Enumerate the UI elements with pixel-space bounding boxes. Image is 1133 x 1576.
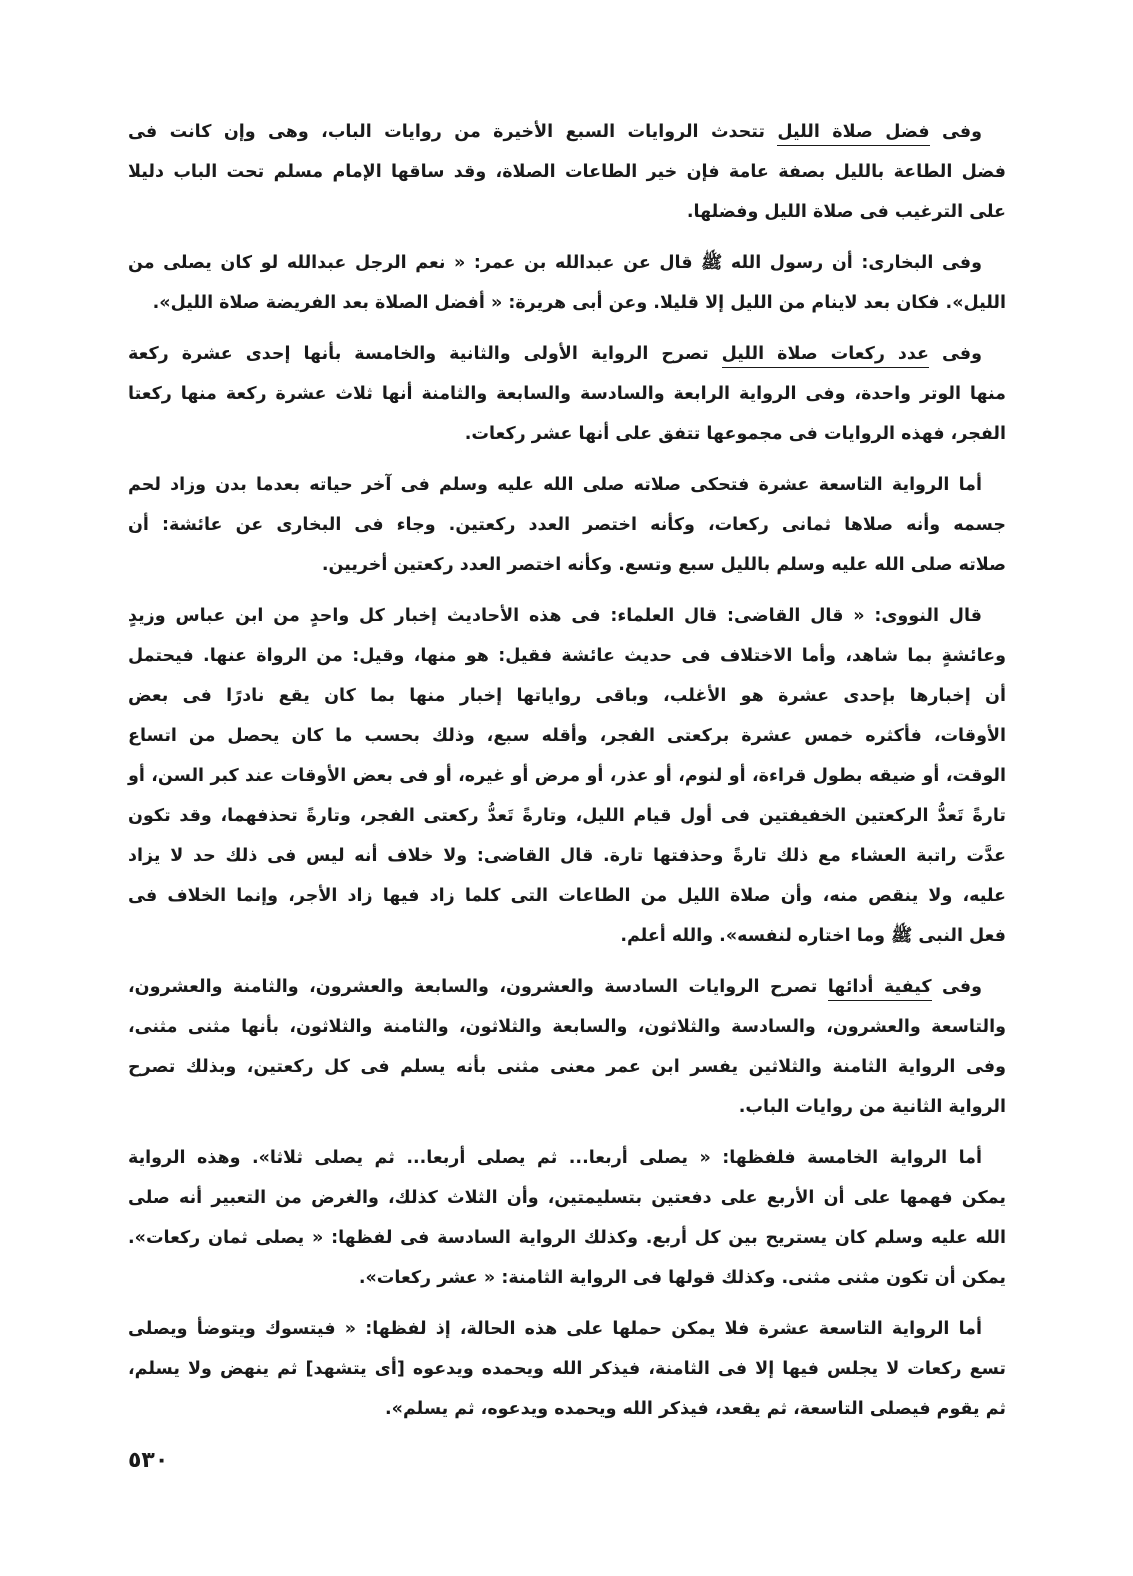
text-line: على الترغيب فى صلاة الليل وفضلها. (686, 202, 1006, 222)
text-line: فضل الطاعة بالليل بصفة عامة فإن خير الطاعات الصلاة، وقد ساقها الإمام مسلم تحت الباب دليلا (128, 162, 1006, 182)
text-line: يمكن أن تكون مثنى مثنى. وكذلك قولها فى الرواية الثامنة: « عشر ركعات». (358, 1268, 1006, 1288)
text-line: ثم يقوم فيصلى التاسعة، ثم يقعد، فيذكر الله ويحمده ويدعوه، ثم يسلم». (385, 1399, 1006, 1419)
text-line: الله عليه وسلم كان يستريح بين كل أربع. وكذلك الرواية السادسة فى لفظها: « يصلى ثمان ركعات». (128, 1228, 1006, 1248)
paragraph (128, 1138, 1006, 1298)
text-line: والتاسعة والعشرون، والسادسة والثلاثون، والسابعة والثلاثون، والثامنة والثلاثون، بأنها مثنى مثنى، (128, 1017, 1006, 1037)
text-line: تارةً تَعدُّ الركعتين الخفيفتين فى أول قيام الليل، وتارةً تَعدُّ ركعتى الفجر، وتارةً تحذفهما، وقد تكون (128, 806, 1006, 826)
text-line: فعل النبى ﷺ وما اختاره لنفسه». والله أعلم. (620, 926, 1006, 946)
text-line: وعائشةٍ بما شاهد، وأما الاختلاف فى حديث عائشة فقيل: هو منها، وقيل: من الرواة عنها. فيحتمل (128, 646, 1006, 666)
text-line: أما الرواية التاسعة عشرة فلا يمكن حملها على هذه الحالة، إذ لفظها: « فيتسوك ويتوضأ ويصلى (128, 1319, 982, 1339)
text-line: وفى البخارى: أن رسول الله ﷺ قال عن عبدالله بن عمر: « نعم الرجل عبدالله لو كان يصلى من (128, 253, 982, 273)
text-line: وفى الرواية الثامنة والثلاثين يفسر ابن عمر معنى مثنى بأنه يسلم فى كل ركعتين، وبذلك تصرح (128, 1057, 1006, 1077)
text-segment: وفى (928, 344, 982, 364)
underlined-heading: عدد ركعات صلاة الليل (722, 344, 929, 368)
page-body (128, 112, 1006, 1440)
text-segment: تصرح الرواية الأولى والثانية والخامسة بأنها إحدى عشرة ركعة (128, 344, 722, 364)
text-line (128, 334, 1006, 374)
paragraph (128, 1309, 1006, 1429)
paragraph (128, 112, 1006, 232)
text-line: صلاته صلى الله عليه وسلم بالليل سبع وتسع. وكأنه اختصر العدد ركعتين أخريين. (321, 555, 1006, 575)
text-line: عدَّت راتبة العشاء مع ذلك تارةً وحذفتها تارة. قال القاضى: ولا خلاف أنه ليس فى ذلك حد لا يزاد (128, 846, 1006, 866)
text-line: أما الرواية التاسعة عشرة فتحكى صلاته صلى الله عليه وسلم فى آخر حياته بعدما بدن وزاد لحم (128, 475, 982, 495)
paragraph (128, 243, 1006, 323)
text-line: أن إخبارها بإحدى عشرة هو الأغلب، وباقى رواياتها إخبار منها بما كان يقع نادرًا فى بعض (128, 686, 1006, 706)
text-line (128, 967, 1006, 1007)
page-number: ٥٣٠ (128, 1448, 169, 1473)
text-line: يمكن فهمها على أن الأربع على دفعتين بتسليمتين، وأن الثلاث كذلك، والغرض من التعبير أنه صلى (128, 1188, 1006, 1208)
text-line: الليل». فكان بعد لاينام من الليل إلا قليلا. وعن أبى هريرة: « أفضل الصلاة بعد الفريضة صلاة الليل». (152, 293, 1006, 313)
text-line: الوقت، أو ضيقه بطول قراءة، أو لنوم، أو عذر، أو مرض أو غيره، أو فى بعض الأوقات عند كبر السن، أو (128, 766, 1006, 786)
text-line: الأوقات، فأكثره خمس عشرة بركعتى الفجر، وأقله سبع، وذلك بحسب ما كان يحصل من اتساع (128, 726, 1006, 746)
text-line: تسع ركعات لا يجلس فيها إلا فى الثامنة، فيذكر الله ويحمده ويدعوه [أى يتشهد] ثم ينهض ولا يسلم، (128, 1359, 1006, 1379)
text-line: جسمه وأنه صلاها ثمانى ركعات، وكأنه اختصر العدد ركعتين. وجاء فى البخارى عن عائشة: أن (128, 515, 1006, 535)
underlined-heading: فضل صلاة الليل (777, 122, 929, 146)
text-line: الرواية الثانية من روايات الباب. (738, 1097, 1006, 1117)
text-segment: وفى (931, 977, 983, 997)
text-line (128, 112, 1006, 152)
paragraph (128, 967, 1006, 1127)
paragraph (128, 596, 1006, 956)
text-line: منها الوتر واحدة، وفى الرواية الرابعة والسادسة والسابعة والثامنة أنها ثلاث عشرة ركعة منها ركعتا (128, 384, 1006, 404)
text-line: أما الرواية الخامسة فلفظها: « يصلى أربعا... ثم يصلى أربعا... ثم يصلى ثلاثا». وهذه الرواية (128, 1148, 982, 1168)
paragraph (128, 334, 1006, 454)
text-line: قال النووى: « قال القاضى: قال العلماء: فى هذه الأحاديث إخبار كل واحدٍ من ابن عباس وزيدٍ (128, 606, 982, 626)
text-line: الفجر، فهذه الروايات فى مجموعها تتفق على أنها عشر ركعات. (464, 424, 1006, 444)
text-segment: وفى (929, 122, 982, 142)
text-segment: تصرح الروايات السادسة والعشرون، والسابعة والعشرون، والثامنة والعشرون، (128, 977, 828, 997)
underlined-heading: كيفية أدائها (828, 977, 932, 1001)
text-segment: تتحدث الروايات السبع الأخيرة من روايات الباب، وهى وإن كانت فى (128, 122, 778, 142)
text-line: عليه، ولا ينقص منه، وأن صلاة الليل من الطاعات التى كلما زاد فيها زاد الأجر، وإنما الخلاف فى (128, 886, 1006, 906)
paragraph (128, 465, 1006, 585)
